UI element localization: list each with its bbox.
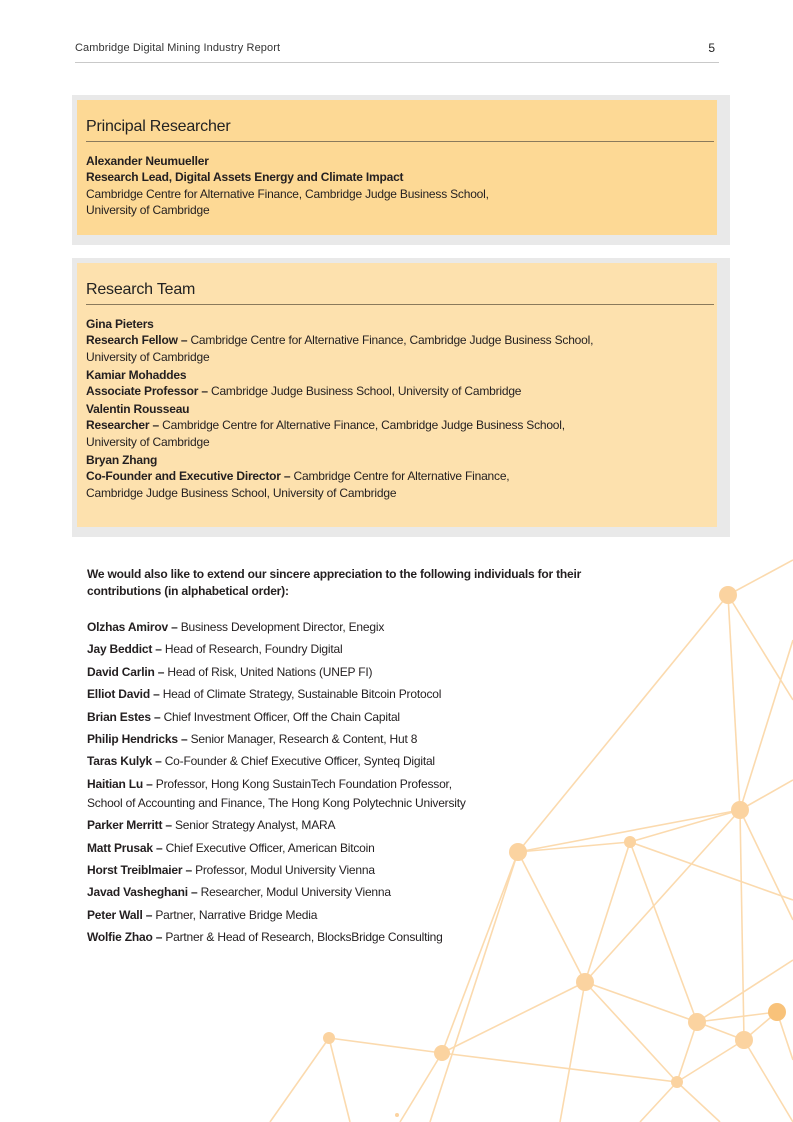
team-members xyxy=(86,316,707,502)
divider xyxy=(86,304,714,305)
member-affiliation: Cambridge Centre for Alternative Finance, Cambridge Judge Business School, xyxy=(159,418,565,433)
person-role: Co-Founder & Chief Executive Officer xyxy=(164,754,358,769)
person-name: Jay Beddict xyxy=(87,642,153,657)
person-name: Brian Estes xyxy=(87,709,151,724)
person-role: Senior Manager xyxy=(190,732,273,747)
person-organisation: Enegix xyxy=(348,620,385,634)
acknowledgement-item xyxy=(87,839,647,858)
person-organisation: Research & Content, Hut 8 xyxy=(278,732,418,747)
principal-affiliation-cont: University of Cambridge xyxy=(86,203,210,218)
separator: , xyxy=(291,687,298,702)
person-organisation: Sustainable Bitcoin Protocol xyxy=(297,687,442,702)
separator: – xyxy=(149,687,163,702)
member-affiliation: Cambridge Judge Business School, University of Cambridge xyxy=(207,384,522,399)
acknowledgement-item xyxy=(87,883,647,902)
separator: , xyxy=(258,642,265,657)
separator: , xyxy=(282,840,288,855)
person-name: Wolfie Zhao xyxy=(87,930,153,945)
separator: , xyxy=(310,930,318,945)
panel-title: Principal Researcher xyxy=(86,118,231,135)
separator: , xyxy=(286,709,293,724)
principal-name: Alexander Neumueller xyxy=(86,154,209,168)
separator: – xyxy=(152,930,166,945)
separator: – xyxy=(177,732,191,747)
person-role: Chief Investment Officer xyxy=(163,709,287,724)
person-role: Professor xyxy=(155,776,205,791)
acknowledgement-item xyxy=(87,730,647,749)
acknowledgement-item xyxy=(87,708,647,727)
separator: – xyxy=(143,776,156,791)
person-organisation: Modul University Vienna xyxy=(266,885,391,900)
team-member xyxy=(86,316,707,365)
separator: – xyxy=(154,664,168,679)
acknowledgement-item xyxy=(87,685,647,704)
acknowledgement-item xyxy=(87,640,647,659)
acknowledgement-item xyxy=(87,861,647,880)
person-role: Head of Research xyxy=(164,642,259,657)
person-name: Matt Prusak xyxy=(87,840,153,855)
member-affiliation-cont: University of Cambridge xyxy=(86,434,210,449)
acknowledgement-item xyxy=(87,663,647,682)
separator: – xyxy=(152,642,165,657)
person-name: Olzhas Amirov xyxy=(87,620,168,634)
person-name: Horst Treiblmaier xyxy=(87,863,183,878)
team-member xyxy=(86,367,707,400)
separator: , xyxy=(342,620,349,634)
acknowledgement-item xyxy=(87,816,647,835)
research-team-panel xyxy=(72,258,730,537)
principal-researcher-panel xyxy=(72,95,730,245)
divider xyxy=(86,141,714,142)
person-name: Haitian Lu xyxy=(87,776,144,791)
separator: , xyxy=(357,754,364,769)
principal-affiliation: Cambridge Centre for Alternative Finance, Cambridge Judge Business School, xyxy=(86,186,489,201)
person-name: Peter Wall xyxy=(87,907,143,922)
member-name: Bryan Zhang xyxy=(86,452,158,467)
separator: , xyxy=(233,664,240,679)
acknowledgement-item xyxy=(87,752,647,771)
person-role: Head of Risk xyxy=(167,664,234,679)
principal-role: Research Lead, Digital Assets Energy and Climate Impact xyxy=(86,170,404,185)
person-organisation-cont: School of Accounting and Finance, The Hong Kong Polytechnic University xyxy=(87,796,466,811)
acknowledgements-intro: We would also like to extend our sincere appreciation to the following individuals for their contributions (in alphabetical order): xyxy=(87,567,582,598)
person-name: Elliot David xyxy=(87,687,150,702)
member-role: Associate Professor – xyxy=(86,384,208,399)
team-member xyxy=(86,452,707,501)
acknowledgement-item xyxy=(87,618,647,637)
separator: – xyxy=(150,709,164,724)
member-affiliation: Cambridge Centre for Alternative Finance, xyxy=(290,469,510,484)
person-role: Researcher xyxy=(200,885,260,900)
member-role: Researcher – xyxy=(86,418,159,433)
separator: – xyxy=(151,754,165,769)
separator: , xyxy=(243,863,251,878)
report-title: Cambridge Digital Mining Industry Report xyxy=(75,42,281,54)
separator: , xyxy=(259,885,267,900)
person-role: Partner & Head of Research xyxy=(165,930,311,945)
person-organisation: BlocksBridge Consulting xyxy=(317,930,443,945)
separator: , xyxy=(272,732,279,747)
acknowledgement-item xyxy=(87,775,647,813)
acknowledgements-list xyxy=(87,618,647,948)
person-organisation: Off the Chain Capital xyxy=(292,709,400,724)
separator: , xyxy=(192,907,199,922)
separator: – xyxy=(142,907,156,922)
person-name: David Carlin xyxy=(87,664,155,679)
acknowledgement-item xyxy=(87,928,647,947)
separator: – xyxy=(162,818,175,833)
separator: – xyxy=(187,885,201,900)
acknowledgement-item xyxy=(87,906,647,925)
person-organisation: Hong Kong SustainTech Foundation Professor, xyxy=(210,776,452,791)
separator: – xyxy=(152,840,166,855)
person-organisation: MARA xyxy=(301,818,336,833)
person-organisation: Synteq Digital xyxy=(363,754,435,769)
person-role: Chief Executive Officer xyxy=(165,840,283,855)
member-affiliation-cont: Cambridge Judge Business School, University of Cambridge xyxy=(86,485,397,500)
separator: , xyxy=(295,818,302,833)
principal-details xyxy=(86,153,707,219)
separator: – xyxy=(182,863,196,878)
person-role: Head of Climate Strategy xyxy=(162,687,292,702)
acknowledgements-section xyxy=(87,566,647,951)
person-role: Business Development Director xyxy=(180,620,343,634)
person-organisation: Modul University Vienna xyxy=(250,863,375,878)
page-header xyxy=(75,41,719,63)
person-role: Professor xyxy=(195,863,244,878)
person-organisation: United Nations (UNEP FI) xyxy=(239,664,373,679)
person-organisation: Narrative Bridge Media xyxy=(198,907,318,922)
page-number: 5 xyxy=(708,41,715,55)
member-role: Co-Founder and Executive Director – xyxy=(86,469,291,484)
research-team-box xyxy=(77,263,717,527)
member-name: Valentin Rousseau xyxy=(86,402,190,417)
person-organisation: American Bitcoin xyxy=(287,840,375,855)
person-role: Senior Strategy Analyst xyxy=(175,818,296,833)
panel-title: Research Team xyxy=(86,281,196,298)
separator: , xyxy=(204,776,211,791)
member-name: Gina Pieters xyxy=(86,317,154,331)
person-organisation: Foundry Digital xyxy=(264,642,343,657)
member-role: Research Fellow – xyxy=(86,333,188,348)
person-role: Partner xyxy=(155,907,193,922)
principal-researcher-box xyxy=(77,100,717,235)
person-name: Philip Hendricks xyxy=(87,732,178,747)
member-affiliation-cont: University of Cambridge xyxy=(86,349,210,364)
separator: – xyxy=(167,620,181,634)
person-name: Parker Merritt xyxy=(87,818,163,833)
member-name: Kamiar Mohaddes xyxy=(86,367,187,382)
person-name: Javad Vasheghani xyxy=(87,885,188,900)
person-name: Taras Kulyk xyxy=(87,754,152,769)
member-affiliation: Cambridge Centre for Alternative Finance, Cambridge Judge Business School, xyxy=(187,333,594,348)
team-member xyxy=(86,401,707,450)
